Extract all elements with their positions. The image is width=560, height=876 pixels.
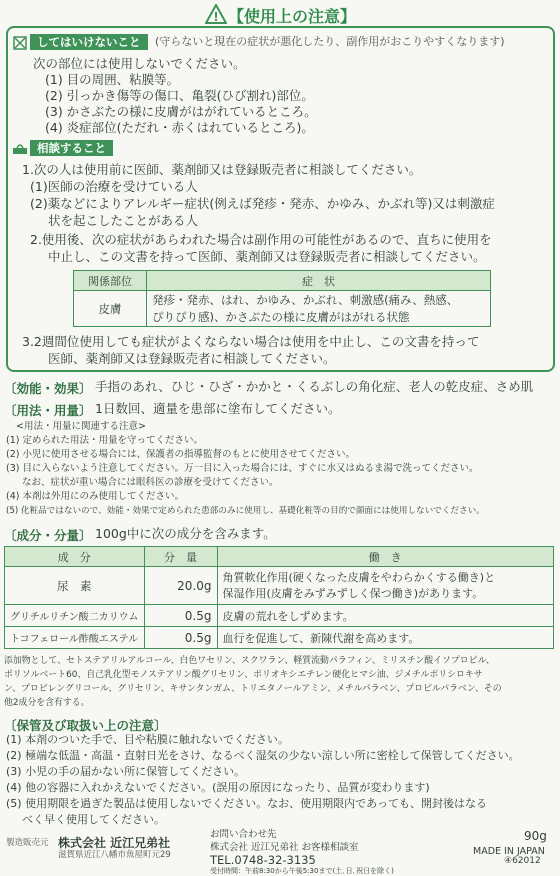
side-effect-table xyxy=(73,270,491,327)
prohibit-icon xyxy=(13,35,27,54)
effect-text: 手指のあれ、ひじ・ひざ・かかと・くるぶしの角化症、老人の乾皮症、さめ肌 xyxy=(95,379,534,394)
product-code: ④62012 xyxy=(504,856,541,866)
table-header: 関係部位 xyxy=(74,271,147,291)
dont-label: してはいけないこと xyxy=(30,34,148,50)
consult-icon xyxy=(12,140,28,159)
effect-label: 〔効能・効果〕 xyxy=(4,381,92,396)
page-title: 【使用上の注意】 xyxy=(228,7,357,26)
storage-line: (5) 使用期限を過ぎた製品は使用しないでください。なお、使用期限内であっても、開封後はなる xyxy=(6,797,487,810)
contact-tel: TEL.0748-32-3135 xyxy=(210,853,316,867)
svg-text:!: ! xyxy=(213,10,219,24)
consult-line: (2)薬などによりアレルギー症状(例えば発疹・発赤、かゆみ、かぶれ等)又は刺激症 xyxy=(30,196,495,211)
table-cell: 血行を促進して、新陳代謝を高めます。 xyxy=(217,627,554,649)
dont-line: (2) 引っかき傷等の傷口、亀裂(ひび割れ)部位。 xyxy=(45,88,314,103)
made-in: MADE IN JAPAN xyxy=(473,846,545,857)
usage-note: (4) 本剤は外用にのみ使用してください。 xyxy=(6,491,184,502)
dont-note: (守らないと現在の症状が悪化したり、副作用がおこりやすくなります) xyxy=(155,35,505,48)
contact-label: お問い合わせ先 xyxy=(210,829,277,840)
additives-line: ン、プロピレングリコール、グリセリン、キサンタンガム、トリエタノールアミン、メチルパラベン、プロピルパラベン、その xyxy=(4,684,502,694)
dont-line: 次の部位には使用しないでください。 xyxy=(33,56,246,71)
table-cell: 0.5g xyxy=(144,627,217,649)
net-weight: 90g xyxy=(524,829,547,843)
usage-note: なお、症状が重い場合には眼科医の診療を受けてください。 xyxy=(22,477,279,488)
usage-text: 1日数回、適量を患部に塗布してください。 xyxy=(95,401,341,416)
company-name: 株式会社 近江兄弟社 xyxy=(58,836,171,850)
table-cell: 0.5g xyxy=(144,605,217,627)
table-cell: ぴりぴり感)、かさぶたの様に皮膚がはがれる状態 xyxy=(152,309,410,324)
consult-line: 状を起こしたことがある人 xyxy=(48,213,199,228)
table-cell: 皮膚の荒れをしずめます。 xyxy=(217,605,554,627)
ingredients-table xyxy=(4,546,554,649)
storage-line: (3) 小児の手の届かない所に保管してください。 xyxy=(6,765,246,778)
consult-line: 中止し、この文書を持って医師、薬剤師又は登録販売者に相談してください。 xyxy=(48,249,486,264)
consult-line: 1.次の人は使用前に医師、薬剤師又は登録販売者に相談してください。 xyxy=(22,162,422,177)
storage-line: (2) 極端な低温・高温・直射日光をさけ、なるべく湿気の少ない涼しい所に密栓して保管してください。 xyxy=(6,749,520,762)
storage-line: (1) 本剤のついた手で、目や粘膜に触れないでください。 xyxy=(6,733,289,746)
table-cell: 保湿作用(皮膚をみずみずしく保つ働き)があります。 xyxy=(222,586,484,600)
table-header: 働 き xyxy=(217,547,554,567)
ingredients-text: 100g中に次の成分を含みます。 xyxy=(95,526,276,541)
usage-label: 〔用法・用量〕 xyxy=(4,403,92,418)
company-address: 滋賀県近江八幡市魚屋町元29 xyxy=(58,850,171,860)
table-row xyxy=(5,567,554,605)
table-cell: トコフェロール酢酸エステル xyxy=(5,627,145,649)
table-cell: 皮膚 xyxy=(74,291,147,327)
seller-label: 製造販売元 xyxy=(6,838,49,848)
dont-line: (1) 目の周囲、粘膜等。 xyxy=(45,72,180,87)
ingredients-label: 〔成分・分量〕 xyxy=(4,528,92,543)
additives-line: 他2成分を含有する。 xyxy=(4,698,90,708)
table-header: 分 量 xyxy=(144,547,217,567)
table-cell: 角質軟化作用(硬くなった皮膚をやわらかくする働き)と xyxy=(222,570,496,584)
table-row xyxy=(5,605,554,627)
consult-line: (1)医師の治療を受けている人 xyxy=(30,179,198,194)
contact-hours: 受付時間：午前8:30から午後5:30まで(土､日､祝日を除く) xyxy=(210,867,394,875)
table-cell: グリチルリチン酸二カリウム xyxy=(5,605,145,627)
usage-sub: <用法・用量に関連する注意> xyxy=(16,421,146,432)
consult-line: 2.使用後、次の症状があらわれた場合は副作用の可能性があるので、直ちに使用を xyxy=(30,232,492,247)
usage-note: (3) 目に入らないよう注意してください。万一目に入った場合には、すぐに水又はぬるま湯で洗ってください。 xyxy=(6,463,479,474)
warning-icon xyxy=(205,4,227,28)
dont-line: (3) かさぶたの様に皮膚がはがれているところ。 xyxy=(45,104,317,119)
consult-line: 医師、薬剤師又は登録販売者に相談してください。 xyxy=(48,351,336,366)
storage-line: べく早く使用してください。 xyxy=(22,813,165,826)
usage-note: (5) 化粧品ではないので、効能・効果で定められた患部のみに使用し、基礎化粧等の目的で顔面には使用しないでください。 xyxy=(6,506,485,516)
additives-line: 添加物として、セトステアリルアルコール、白色ワセリン、スクワラン、軽質流動パラフィン、ミリスチン酸イソプロピル、 xyxy=(4,656,495,666)
table-cell: 20.0g xyxy=(144,567,217,605)
dont-line: (4) 炎症部位(ただれ・赤くはれているところ)。 xyxy=(45,120,314,135)
table-cell: 発疹・発赤、はれ、かゆみ、かぶれ、刺激感(痛み、熱感、 xyxy=(152,292,459,307)
contact-company: 株式会社 近江兄弟社 お客様相談室 xyxy=(210,842,359,853)
table-cell: 尿 素 xyxy=(5,567,145,605)
usage-note: (1) 定められた用法・用量を守ってください。 xyxy=(6,435,203,446)
table-row xyxy=(5,627,554,649)
storage-line: (4) 他の容器に入れかえないでください。(誤用の原因になったり、品質が変わります) xyxy=(6,781,430,794)
additives-line: ポリソルベート60、自己乳化型モノステアリン酸グリセリン、ポリオキシエチレン硬化ヒマシ油、ジメチルポリシロキサ xyxy=(4,670,483,680)
storage-label: 〔保管及び取扱い上の注意〕 xyxy=(4,718,167,733)
usage-note: (2) 小児に使用させる場合には、保護者の指導監督のもとに使用させてください。 xyxy=(6,449,355,460)
consult-label: 相談すること xyxy=(30,140,113,156)
consult-line: 3.2週間位使用しても症状がよくならない場合は使用を中止し、この文書を持って xyxy=(22,334,480,349)
table-header: 成 分 xyxy=(5,547,145,567)
table-header: 症 状 xyxy=(147,271,491,291)
